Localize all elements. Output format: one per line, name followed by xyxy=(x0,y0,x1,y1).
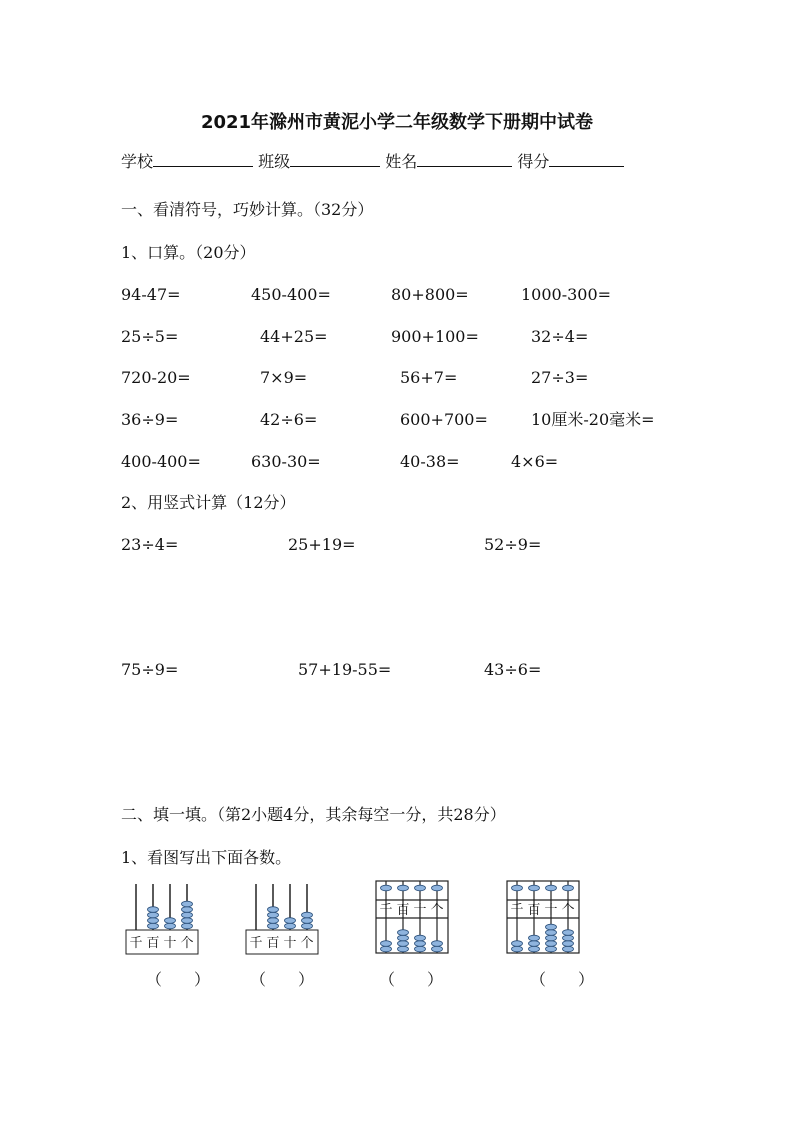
place-label: 十 xyxy=(283,936,297,951)
oral-item: 7×9= xyxy=(260,368,308,387)
abacus-4 xyxy=(505,880,581,956)
place-label: 百 xyxy=(396,903,410,918)
abacus-bead xyxy=(432,941,443,947)
oral-item: 900+100= xyxy=(391,327,479,346)
place-label: 千 xyxy=(510,903,524,918)
abacus-bead xyxy=(398,941,409,947)
abacus-3 xyxy=(374,880,450,956)
abacus-bead xyxy=(415,885,426,891)
abacus-bead xyxy=(415,941,426,947)
abacus-bead xyxy=(148,923,159,929)
vertical-calc-item: 52÷9= xyxy=(484,535,542,554)
abacus-bead xyxy=(563,935,574,941)
vertical-calc-item: 23÷4= xyxy=(121,535,179,554)
abacus-bead xyxy=(546,924,557,930)
abacus-bead xyxy=(165,918,176,924)
place-label: 个 xyxy=(300,936,314,951)
abacus-bead xyxy=(546,946,557,952)
abacus-bead xyxy=(182,901,193,907)
oral-item: 4×6= xyxy=(511,452,559,471)
place-label: 千 xyxy=(379,903,393,918)
answer-paren-3[interactable]: （ ） xyxy=(379,970,444,989)
section2-heading: 二、填一填。（第2小题4分，其余每空一分，共28分） xyxy=(121,805,506,824)
answer-paren-2[interactable]: （ ） xyxy=(250,970,315,989)
abacus-1 xyxy=(124,880,200,956)
abacus-bead xyxy=(398,946,409,952)
abacus-bead xyxy=(512,946,523,952)
part2-heading: 2、用竖式计算（12分） xyxy=(121,493,296,512)
place-label: 十 xyxy=(413,903,427,918)
abacus-bead xyxy=(268,912,279,918)
abacus-bead xyxy=(148,907,159,913)
abacus-bead xyxy=(302,912,313,918)
abacus-bead xyxy=(563,941,574,947)
place-label: 十 xyxy=(544,903,558,918)
oral-item: 25÷5= xyxy=(121,327,179,346)
school-label: 学校 xyxy=(121,152,154,171)
abacus-bead xyxy=(546,935,557,941)
place-label: 百 xyxy=(266,936,280,951)
section1-heading: 一、看清符号，巧妙计算。（32分） xyxy=(121,200,374,219)
abacus-bead xyxy=(302,923,313,929)
oral-item: 40-38= xyxy=(400,452,460,471)
abacus-bead xyxy=(415,935,426,941)
student-info-line xyxy=(121,150,624,172)
place-label: 百 xyxy=(146,936,160,951)
abacus-bead xyxy=(546,930,557,936)
abacus-bead xyxy=(398,930,409,936)
abacus-bead xyxy=(546,885,557,891)
vertical-calc-item: 75÷9= xyxy=(121,660,179,679)
abacus-bead xyxy=(512,885,523,891)
abacus-bead xyxy=(148,912,159,918)
class-label: 班级 xyxy=(258,152,291,171)
abacus-bead xyxy=(148,918,159,924)
name-label: 姓名 xyxy=(385,152,418,171)
school-blank[interactable] xyxy=(153,150,253,167)
abacus-bead xyxy=(268,918,279,924)
oral-item: 80+800= xyxy=(391,285,469,304)
place-label: 千 xyxy=(129,936,143,951)
abacus-bead xyxy=(165,923,176,929)
abacus-bead xyxy=(398,885,409,891)
abacus-bead xyxy=(268,907,279,913)
abacus-bead xyxy=(546,941,557,947)
class-blank[interactable] xyxy=(290,150,380,167)
oral-item: 10厘米-20毫米= xyxy=(531,410,655,429)
abacus-bead xyxy=(529,941,540,947)
oral-item: 42÷6= xyxy=(260,410,318,429)
place-label: 十 xyxy=(163,936,177,951)
abacus-bead xyxy=(268,923,279,929)
place-label: 个 xyxy=(561,903,575,918)
abacus-bead xyxy=(381,946,392,952)
place-label: 个 xyxy=(180,936,194,951)
abacus-bead xyxy=(512,941,523,947)
abacus-2 xyxy=(244,880,320,956)
name-blank[interactable] xyxy=(417,150,512,167)
place-label: 个 xyxy=(430,903,444,918)
oral-item: 720-20= xyxy=(121,368,191,387)
abacus-bead xyxy=(432,946,443,952)
abacus-bead xyxy=(398,935,409,941)
oral-item: 36÷9= xyxy=(121,410,179,429)
answer-paren-1[interactable]: （ ） xyxy=(146,970,211,989)
abacus-bead xyxy=(563,885,574,891)
oral-item: 1000-300= xyxy=(521,285,612,304)
abacus-bead xyxy=(182,923,193,929)
oral-item: 400-400= xyxy=(121,452,201,471)
abacus-bead xyxy=(529,885,540,891)
abacus-bead xyxy=(432,885,443,891)
oral-item: 450-400= xyxy=(251,285,331,304)
oral-item: 94-47= xyxy=(121,285,181,304)
abacus-bead xyxy=(285,923,296,929)
answer-paren-4[interactable]: （ ） xyxy=(530,970,595,989)
place-label: 百 xyxy=(527,903,541,918)
score-blank[interactable] xyxy=(549,150,624,167)
vertical-calc-item: 25+19= xyxy=(288,535,356,554)
abacus-bead xyxy=(182,918,193,924)
q1-heading: 1、看图写出下面各数。 xyxy=(121,848,292,867)
abacus-bead xyxy=(182,907,193,913)
abacus-bead xyxy=(563,930,574,936)
oral-item: 27÷3= xyxy=(531,368,589,387)
score-label: 得分 xyxy=(517,152,550,171)
abacus-bead xyxy=(302,918,313,924)
vertical-calc-item: 43÷6= xyxy=(484,660,542,679)
abacus-bead xyxy=(529,946,540,952)
abacus-bead xyxy=(182,912,193,918)
oral-item: 44+25= xyxy=(260,327,328,346)
oral-item: 32÷4= xyxy=(531,327,589,346)
vertical-calc-item: 57+19-55= xyxy=(298,660,392,679)
abacus-bead xyxy=(285,918,296,924)
oral-item: 630-30= xyxy=(251,452,321,471)
abacus-bead xyxy=(415,946,426,952)
part1-heading: 1、口算。（20分） xyxy=(121,243,256,262)
oral-item: 600+700= xyxy=(400,410,488,429)
abacus-bead xyxy=(381,885,392,891)
place-label: 千 xyxy=(249,936,263,951)
abacus-bead xyxy=(381,941,392,947)
oral-item: 56+7= xyxy=(400,368,458,387)
abacus-bead xyxy=(563,946,574,952)
page-title: 2021年滁州市黄泥小学二年级数学下册期中试卷 xyxy=(200,112,594,133)
abacus-bead xyxy=(529,935,540,941)
